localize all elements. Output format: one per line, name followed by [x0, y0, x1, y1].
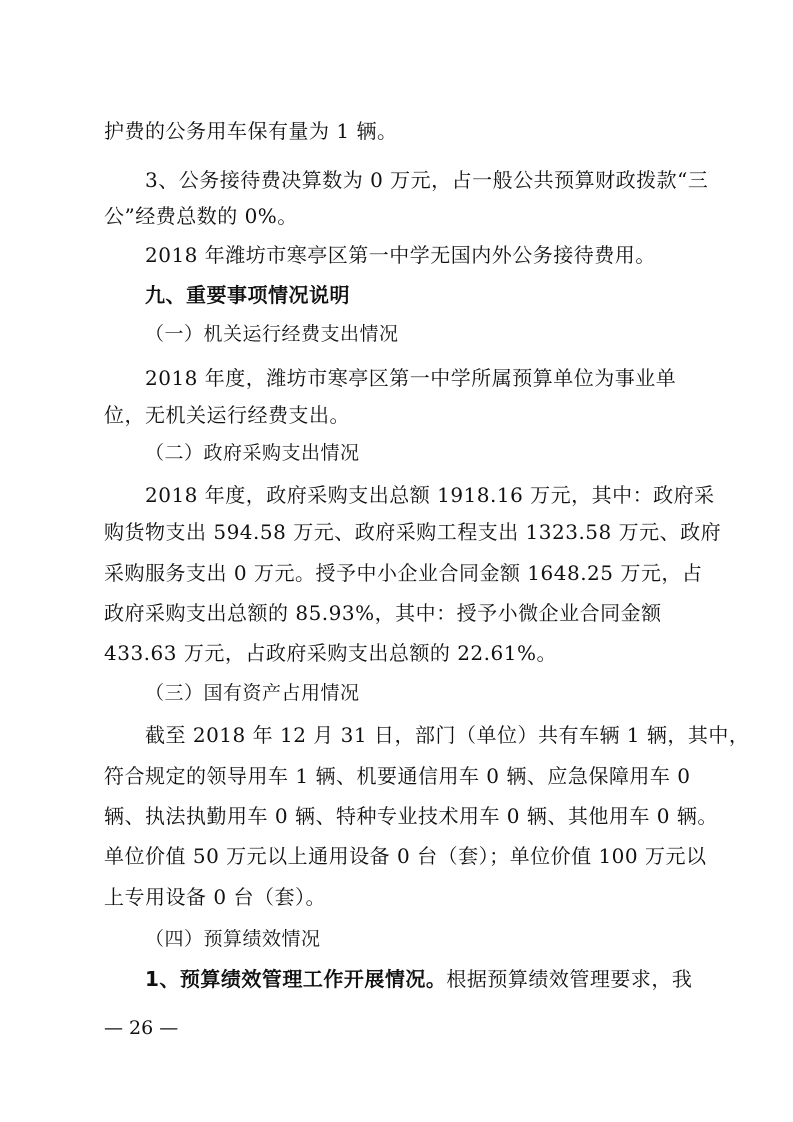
paragraph-text: 根据预算绩效管理要求，我: [446, 967, 693, 991]
paragraph-line: 符合规定的领导用车 1 辆、机要通信用车 0 辆、应急保障用车 0: [104, 764, 691, 788]
paragraph-line: 截至 2018 年 12 月 31 日，部门（单位）共有车辆 1 辆，其中，: [145, 723, 750, 747]
subsection-heading: （三）国有资产占用情况: [145, 682, 360, 704]
paragraph-line: 采购服务支出 0 万元。授予中小企业合同金额 1648.25 万元，占: [104, 561, 703, 585]
page-number: — 26 —: [104, 1017, 179, 1039]
paragraph-line: 单位价值 50 万元以上通用设备 0 台（套）；单位价值 100 万元以: [104, 844, 707, 868]
paragraph-line: 2018 年度，政府采购支出总额 1918.16 万元，其中：政府采: [145, 483, 715, 507]
paragraph-line: 政府采购支出总额的 85.93%，其中：授予小微企业合同金额: [104, 601, 662, 625]
paragraph-line: 辆、执法执勤用车 0 辆、特种专业技术用车 0 辆、其他用车 0 辆。: [104, 804, 718, 828]
bold-lead-text: 1、预算绩效管理工作开展情况。: [145, 967, 447, 991]
paragraph-line: 3、公务接待费决算数为 0 万元，占一般公共预算财政拨款“三: [145, 168, 709, 192]
paragraph-line: 2018 年度，潍坊市寒亭区第一中学所属预算单位为事业单: [145, 366, 677, 390]
section-heading: 九、重要事项情况说明: [145, 283, 350, 307]
paragraph-line: 433.63 万元，占政府采购支出总额的 22.61%。: [104, 641, 557, 665]
paragraph-line: [145, 966, 735, 992]
paragraph-line: 购货物支出 594.58 万元、政府采购工程支出 1323.58 万元、政府: [104, 520, 722, 544]
subsection-heading: （一）机关运行经费支出情况: [145, 323, 399, 345]
subsection-heading: （二）政府采购支出情况: [145, 442, 360, 464]
paragraph-line: 位，无机关运行经费支出。: [104, 403, 350, 427]
paragraph-line: 公”经费总数的 0%。: [104, 204, 298, 228]
paragraph-line: 护费的公务用车保有量为 1 辆。: [104, 119, 398, 143]
paragraph-line: 上专用设备 0 台（套）。: [104, 885, 326, 909]
paragraph-line: 2018 年潍坊市寒亭区第一中学无国内外公务接待费用。: [145, 243, 656, 267]
subsection-heading: （四）预算绩效情况: [145, 928, 321, 950]
